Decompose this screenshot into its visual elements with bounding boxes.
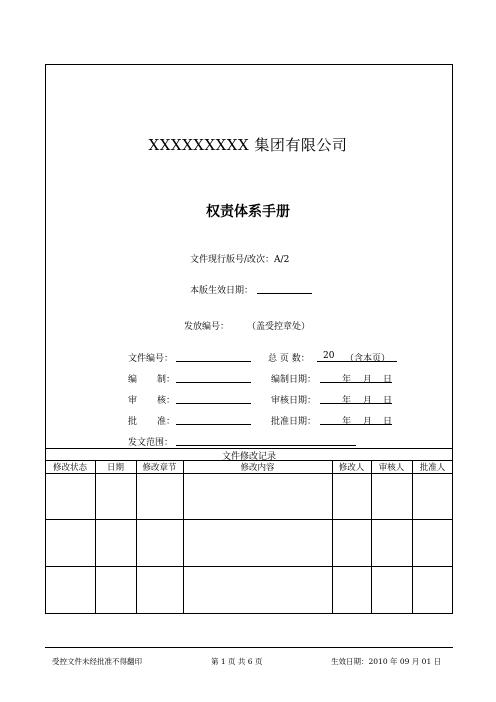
revision-table-title: 文件修改记录 <box>221 452 276 462</box>
footer-divider <box>45 647 453 648</box>
reviewed-label-b: 核： <box>157 396 176 406</box>
header-modifier: 修改人 <box>338 463 365 473</box>
total-pages-label: 总 页 数： <box>268 354 310 364</box>
approved-month: 月 <box>363 417 373 427</box>
approved-date-label: 批准日期： <box>271 417 317 427</box>
header-section: 修改章节 <box>142 463 177 473</box>
col-divider-4 <box>332 460 333 614</box>
scope-line <box>176 445 356 446</box>
footer-effective-date: 生效日期：2010 年 09 月 01 日 <box>331 657 442 666</box>
col-divider-3 <box>183 460 184 614</box>
header-reviewer: 审核人 <box>378 463 405 473</box>
header-row-border <box>45 473 453 474</box>
approved-label-a: 批 <box>128 417 138 427</box>
reviewed-year: 年 <box>342 396 352 406</box>
prepared-date-label: 编制日期： <box>271 375 317 385</box>
prepared-line <box>176 382 251 383</box>
document-title: 权责体系手册 <box>206 204 290 220</box>
prepared-year: 年 <box>342 375 352 385</box>
company-title: XXXXXXXXX 集团有限公司 <box>148 136 348 154</box>
prepared-label-b: 制： <box>157 375 176 385</box>
version-row <box>190 252 289 265</box>
prepared-month: 月 <box>363 375 373 385</box>
row-1-border <box>45 519 453 520</box>
scope-label: 发文范围： <box>128 438 174 448</box>
header-content: 修改内容 <box>240 463 275 473</box>
header-revision-status: 修改状态 <box>52 463 87 473</box>
prepared-label-a: 编 <box>128 375 138 385</box>
prepared-date-line <box>320 382 392 383</box>
row-2-border <box>45 566 453 567</box>
prepared-day: 日 <box>383 375 393 385</box>
total-pages-line <box>317 361 397 362</box>
footer-left: 受控文件未经批准不得翻印 <box>52 657 142 666</box>
approved-line <box>176 424 251 425</box>
approved-year: 年 <box>342 417 352 427</box>
doc-no-line <box>176 361 251 362</box>
version-label: 文件现行版号/改次： <box>190 255 275 265</box>
reviewed-label-a: 审 <box>128 396 138 406</box>
col-divider-5 <box>371 460 372 614</box>
reviewed-date-line <box>320 403 392 404</box>
approved-label-b: 准： <box>157 417 176 427</box>
distribution-label: 发放编号： <box>184 322 230 332</box>
reviewed-line <box>176 403 251 404</box>
col-divider-2 <box>136 460 137 614</box>
total-pages-value: 20 <box>323 351 335 361</box>
header-approver: 批准人 <box>419 463 446 473</box>
approved-day: 日 <box>383 417 393 427</box>
distribution-note: （盖受控章处） <box>247 322 311 332</box>
reviewed-date-label: 审核日期： <box>271 396 317 406</box>
footer-page: 第 1 页 共 6 页 <box>211 657 263 666</box>
effective-date-line <box>257 293 312 294</box>
reviewed-month: 月 <box>363 396 373 406</box>
version-value: A/2 <box>274 255 290 265</box>
total-pages-note: （含本页） <box>345 354 391 364</box>
reviewed-day: 日 <box>383 396 393 406</box>
effective-date-label: 本版生效日期： <box>190 286 254 296</box>
col-divider-6 <box>412 460 413 614</box>
header-date: 日期 <box>106 463 124 473</box>
approved-date-line <box>320 424 392 425</box>
doc-no-label: 文件编号： <box>128 354 174 364</box>
col-divider-1 <box>95 460 96 614</box>
